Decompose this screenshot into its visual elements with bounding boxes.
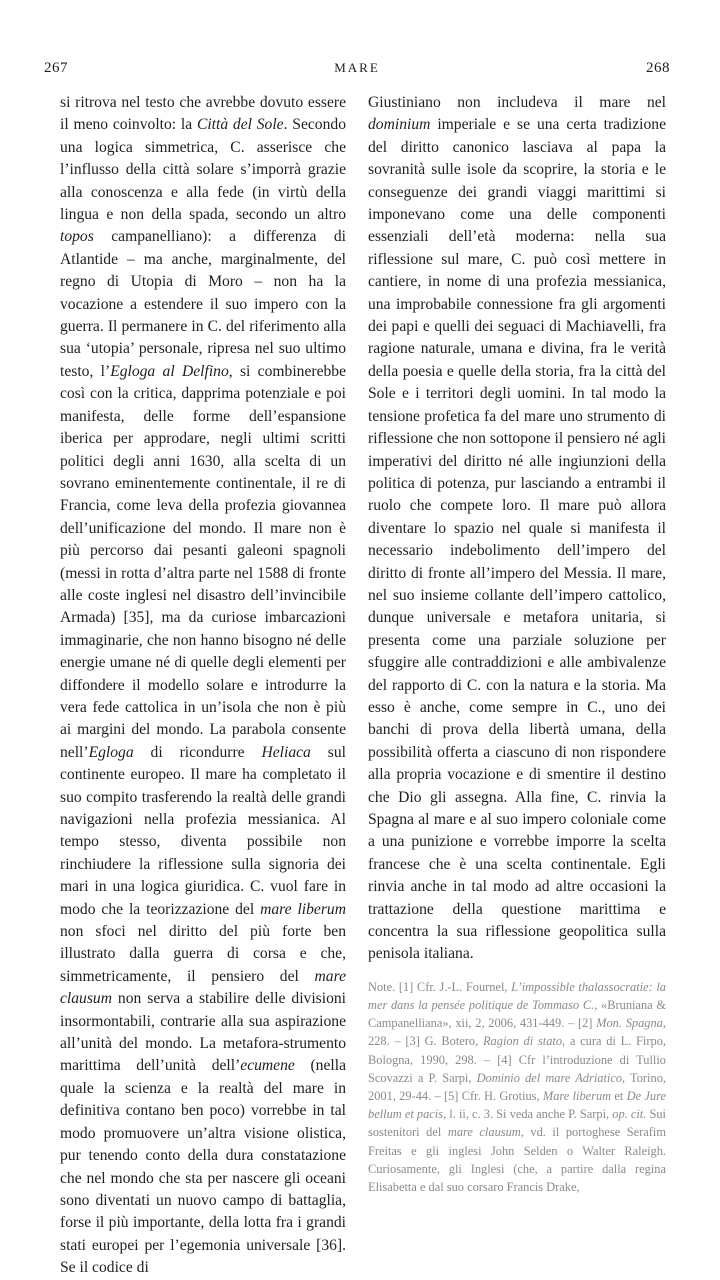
text-run: sul continente europeo. Il mare ha completato il suo compito trasferendo la realtà delle grandi navigazioni nella profezia messianica. Al tempo stesso, diventa possibile non rinchiudere la riflessione sulla signoria dei mari in una logica giuridica. C. vuol fare in modo che la teorizzazione del bbox=[60, 743, 346, 918]
italic-text-run: topos bbox=[60, 228, 94, 246]
text-run: , a cura di L. Firpo, Bologna, 1990, 298. – [4] Cfr l’introduzione di Tullio Scovazzi a P. Sarpi, bbox=[368, 1034, 666, 1085]
page-number-left: 267 bbox=[44, 60, 68, 76]
italic-text-run: Città del Sole bbox=[196, 116, 284, 134]
italic-text-run: Heliaca bbox=[261, 743, 311, 761]
text-run: (nella quale la scienza e la realtà del mare in definitiva contano ben poco) vorrebbe in tal modo promuovere un’altra visione olistica, pur tenendo conto della dura constatazione che nel mondo che sta per nascere gli oceani sono diventati un nuovo campo di battaglia, forse il più importante, della lotta fra i grandi stati europei per l’egemonia universale [36]. Se il codice di bbox=[60, 1057, 346, 1277]
text-run: campanelliano): a differenza di Atlantide – ma anche, marginalmente, del regno di Utopia di Moro – non ha la vocazione a estendere il suo impero con la guerra. Il permanere in C. del riferimento alla sua ‘utopia’ personale, ripresa nel suo ultimo testo, l’ bbox=[60, 228, 346, 380]
italic-text-run: Egloga bbox=[88, 743, 134, 761]
text-run: si ritrova nel testo che avrebbe dovuto essere il meno coinvolto: la bbox=[60, 94, 346, 134]
text-run: non serva a stabilire delle divisioni insormontabili, contrarie alla sua aspirazione all’unità del mondo. La metafora-strumento marittima dell’unità dell’ bbox=[60, 990, 346, 1075]
text-run: . Secondo una logica simmetrica, C. asserisce che l’influsso della città solare s’imporrà grazie alla conoscenza e alla fede (in virtù della lingua e non della spada, secondo un altro bbox=[60, 116, 346, 224]
italic-text-run: Ragion di stato bbox=[482, 1034, 563, 1049]
text-run: , vd. il portoghese Serafim Freitas e gli inglesi John Selden o Walter Raleigh. Curiosamente, gli Inglesi (che, a partire dalla regina Elisabetta e dal suo corsaro Francis Drake, bbox=[368, 1125, 666, 1195]
text-run: , Torino, 2001, 29-44. – [5] Cfr. H. Grotius, bbox=[368, 1070, 666, 1104]
text-run: Note. [1] Cfr. J.-L. Fournel, bbox=[368, 979, 512, 994]
text-run: imperiale e se una certa tradizione del diritto canonico lasciava al papa la sovranità sulle isole da scoprire, la storia e le conseguenze dei grandi viaggi marittimi si imponevano come una delle componenti essenziali dell’età moderna: nella sua riflessione sul mare, C. può così mettere in cantiere, in nome di una profezia messianica, una improbabile connessione fra gli argomenti dei papi e quelli dei seguaci di Machiavelli, fra ragione naturale, umana e divina, fra le verità della poesia e quelle della storia, fra la città del Sole e i territori degli uomini. In tal modo la tensione profetica fa del mare uno strumento di riflessione che non sottopone il pensiero né agli imperativi del diritto né alle ingiunzioni della politica di potenza, pur lasciando a entrambi il ruolo che compete loro. Il mare può allora diventare lo spazio nel quale si manifesta il necessario indebolimento dell’impero del diritto di fronte all’impero del Messia. Il mare, nel suo insieme collante dell’impero cattolico, dunque universale e metafora unitaria, si presenta come una parziale soluzione per sfuggire alle contraddizioni e alle ambivalenze del rapporto di C. con la natura e la storia. Ma esso è anche, come sempre in C., uno dei banchi di prova della libertà umana, della possibilità offerta a ciascuno di non rispondere alla propria vocazione e di smentire il destino che Dio gli assegna. Alla fine, C. rinvia la Spagna al mare e al suo impero coloniale come a una punizione e vorrebbe imporre la scelta francese che è una scelta continentale. Egli rinvia anche in tal modo ad altre occasioni la trattazione della questione marittima e concentra la sua riflessione geopolitica sulla penisola italiana. bbox=[368, 116, 666, 963]
text-run: di ricondurre bbox=[133, 743, 262, 761]
text-run: , 228. – [3] G. Botero, bbox=[368, 1016, 666, 1049]
italic-text-run: Dominio del mare Adriatico bbox=[476, 1070, 623, 1085]
italic-text-run: mare liberum bbox=[260, 900, 346, 918]
text-run: Giustiniano non includeva il mare nel bbox=[368, 94, 666, 111]
text-run: Sui sostenitori del bbox=[368, 1107, 666, 1140]
italic-text-run: mare clausum bbox=[60, 967, 346, 1008]
italic-text-run: Egloga al Delfino bbox=[110, 362, 229, 380]
italic-text-run: dominium bbox=[368, 116, 431, 134]
italic-text-run: Mon. Spagna bbox=[596, 1016, 663, 1031]
italic-text-run: De Jure bellum et pacis bbox=[368, 1089, 666, 1122]
italic-text-run: mare clausum bbox=[447, 1125, 521, 1140]
body-paragraph bbox=[368, 92, 666, 966]
italic-text-run: op. cit. bbox=[612, 1107, 647, 1122]
left-column bbox=[60, 92, 346, 1280]
running-header bbox=[44, 60, 670, 82]
text-run: , l. ii, c. 3. Si veda anche P. Sarpi, bbox=[443, 1107, 613, 1122]
running-title: MARE bbox=[334, 60, 380, 75]
text-run: non sfoci nel diritto del più forte ben illustrato dalla guerra di corsa e che, simmetricamente, il pensiero del bbox=[60, 923, 346, 985]
text-run: , «Bruniana & Campanelliana», xii, 2, 2006, 431-449. – [2] bbox=[368, 998, 667, 1031]
body-paragraph bbox=[60, 92, 346, 1280]
page-number-right: 268 bbox=[646, 60, 670, 76]
right-column-text bbox=[368, 92, 666, 966]
italic-text-run: L’impossible thalassocratie: la mer dans la pensée politique de Tommaso C. bbox=[368, 979, 667, 1013]
text-run: , si combinerebbe così con la critica, dapprima potenziale e poi manifesta, delle forme dell’espansione iberica per approdare, negli ultimi scritti politici degli anni 1630, alla scelta di un sovrano eminentemente continentale, il re di Francia, come leva della profezia giovannea dell’unificazione del mondo. Il mare non è più percorso dai pesanti galeoni spagnoli (messi in rotta d’altra parte nel 1588 di fronte alle coste inglesi nel disastro dell’invincibile Armada) [35], ma da curiose imbarcazioni immaginarie, che non hanno bisogno né delle energie umane né di quelle degli elementi per diffondere il modello solare e introdurre la vera fede cattolica in un’isola che non è più ai margini del mondo. La parabola consente nell’ bbox=[60, 362, 347, 761]
footnotes bbox=[368, 978, 666, 1196]
italic-text-run: Mare liberum bbox=[542, 1089, 612, 1104]
italic-text-run: ecumene bbox=[240, 1057, 295, 1075]
footnote-paragraph bbox=[368, 978, 666, 1196]
right-column bbox=[368, 92, 666, 1196]
text-run: et bbox=[611, 1089, 627, 1104]
